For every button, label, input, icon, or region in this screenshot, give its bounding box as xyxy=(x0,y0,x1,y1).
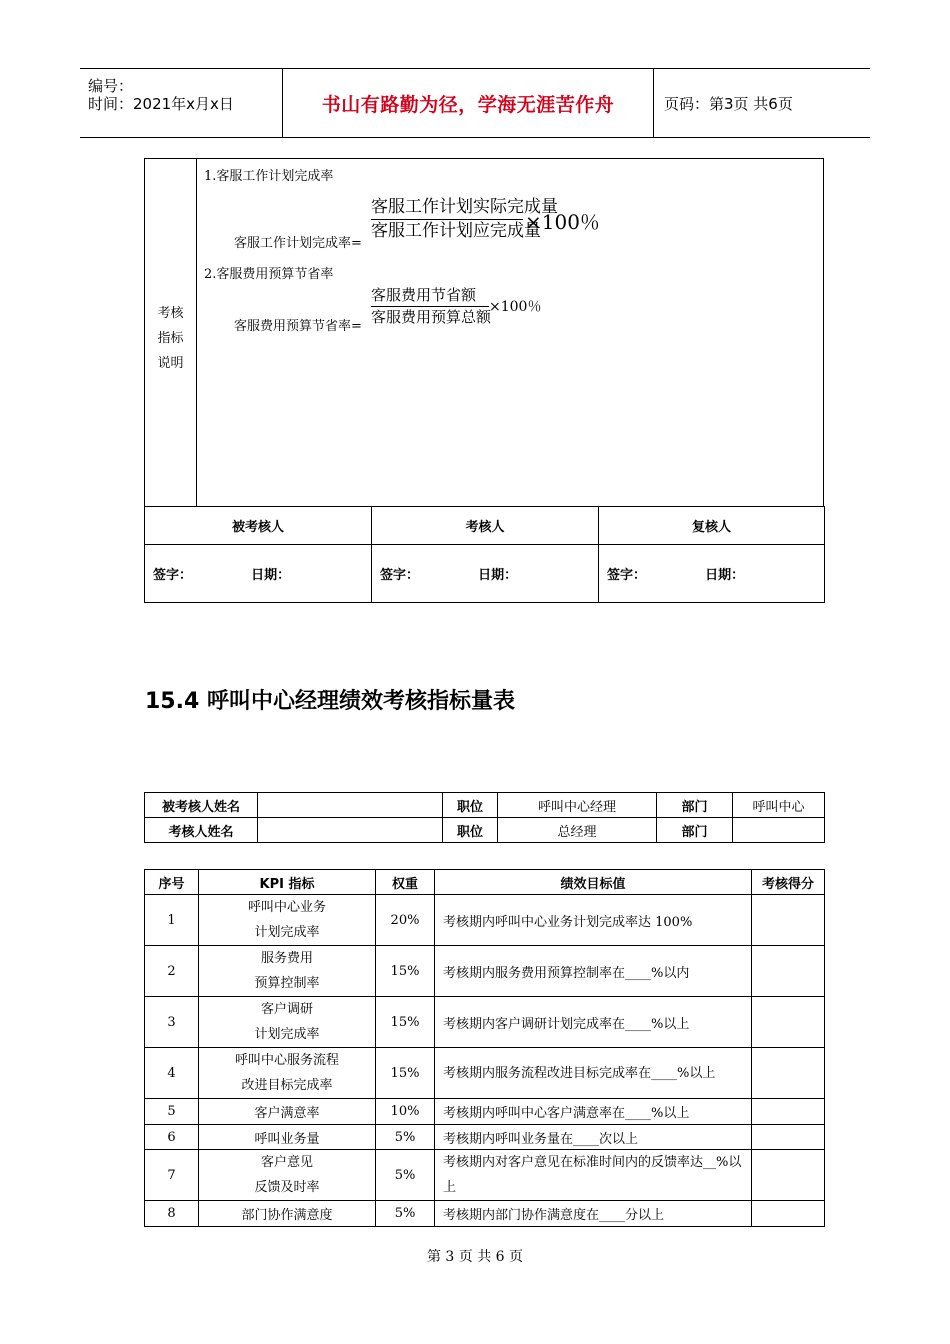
item2-numerator: 客服费用节省额 xyxy=(371,286,477,304)
row-score[interactable] xyxy=(752,1150,825,1201)
kpi-line: 客户调研 xyxy=(260,1002,313,1017)
motto: 书山有路勤为径，学海无涯苦作舟 xyxy=(321,93,615,116)
row-no: 3 xyxy=(145,997,199,1048)
header-kpi: KPI 指标 xyxy=(199,870,376,895)
table-row xyxy=(145,946,825,997)
row-score[interactable] xyxy=(752,895,825,946)
role-assessor: 考核人 xyxy=(372,507,599,545)
assessor-name-value[interactable] xyxy=(258,818,443,843)
dept-value[interactable] xyxy=(733,818,825,843)
row-weight: 15% xyxy=(376,997,435,1048)
kpi-line: 呼叫中心业务 xyxy=(247,900,326,915)
row-kpi xyxy=(199,1125,376,1150)
row-target: 考核期内呼叫中心客户满意率在____%以上 xyxy=(435,1099,752,1125)
row-score[interactable] xyxy=(752,1099,825,1125)
dept-label: 部门 xyxy=(657,818,733,843)
header-score: 考核得分 xyxy=(752,870,825,895)
row-score[interactable] xyxy=(752,1201,825,1227)
row-kpi xyxy=(199,997,376,1048)
code-label: 编号： xyxy=(88,77,134,95)
side-label-line: 考核 xyxy=(157,306,184,321)
row-weight: 10% xyxy=(376,1099,435,1125)
item2-multiplier: ×100％ xyxy=(489,299,542,315)
row-no: 1 xyxy=(145,895,199,946)
role-assessee: 被考核人 xyxy=(145,507,372,545)
row-target: 考核期内对客户意见在标准时间内的反馈率达__%以上 xyxy=(435,1150,752,1201)
header-meta xyxy=(80,69,283,137)
row-target: 考核期内呼叫中心业务计划完成率达 100% xyxy=(435,895,752,946)
row-target: 考核期内服务费用预算控制率在____%以内 xyxy=(435,946,752,997)
header-target: 绩效目标值 xyxy=(435,870,752,895)
kpi-line: 改进目标完成率 xyxy=(241,1078,333,1093)
role-reviewer: 复核人 xyxy=(599,507,825,545)
kpi-line: 部门协作满意度 xyxy=(241,1208,333,1223)
row-target: 考核期内呼叫业务量在____次以上 xyxy=(435,1125,752,1150)
assessee-name-value[interactable] xyxy=(258,793,443,818)
row-weight: 5% xyxy=(376,1125,435,1150)
item2-lhs: 客服费用预算节省率= xyxy=(234,319,362,334)
row-score[interactable] xyxy=(752,1125,825,1150)
row-no: 4 xyxy=(145,1048,199,1099)
dept-label: 部门 xyxy=(657,793,733,818)
row-target: 考核期内服务流程改进目标完成率在____%以上 xyxy=(435,1048,752,1099)
signoff-cell[interactable] xyxy=(372,545,599,603)
row-score[interactable] xyxy=(752,946,825,997)
header-weight: 权重 xyxy=(376,870,435,895)
signoff-table xyxy=(144,506,825,603)
item1-numerator: 客服工作计划实际完成量 xyxy=(371,197,558,217)
page-footer: 第 3 页 共 6 页 xyxy=(426,1249,524,1265)
row-weight: 20% xyxy=(376,895,435,946)
sign-label: 签字： xyxy=(380,568,420,583)
row-no: 2 xyxy=(145,946,199,997)
item1-title: 1.客服工作计划完成率 xyxy=(204,169,334,184)
row-weight: 5% xyxy=(376,1150,435,1201)
row-score[interactable] xyxy=(752,997,825,1048)
sign-label: 签字： xyxy=(153,568,193,583)
table-row xyxy=(145,1099,825,1125)
position-label: 职位 xyxy=(443,818,498,843)
position-value: 呼叫中心经理 xyxy=(498,793,657,818)
kpi-line: 呼叫业务量 xyxy=(254,1131,320,1147)
row-no: 8 xyxy=(145,1201,199,1227)
kpi-line: 反馈及时率 xyxy=(254,1180,320,1195)
header-motto-cell xyxy=(283,69,654,137)
kpi-line: 客户满意率 xyxy=(254,1106,320,1121)
kpi-line: 计划完成率 xyxy=(254,925,320,940)
header-page-cell xyxy=(654,69,870,137)
table-row xyxy=(145,895,825,946)
item1-denominator: 客服工作计划应完成量 xyxy=(371,221,541,241)
row-score[interactable] xyxy=(752,1048,825,1099)
item1-lhs: 客服工作计划完成率= xyxy=(234,236,362,251)
row-kpi xyxy=(199,1099,376,1125)
row-kpi xyxy=(199,1048,376,1099)
kpi-line: 预算控制率 xyxy=(254,976,320,991)
row-kpi xyxy=(199,1150,376,1201)
sign-label: 签字： xyxy=(607,568,647,583)
info-table xyxy=(144,792,825,843)
section-title: 15.4 呼叫中心经理绩效考核指标量表 xyxy=(145,689,515,714)
kpi-line: 计划完成率 xyxy=(254,1027,320,1042)
row-kpi xyxy=(199,1201,376,1227)
assessor-name-label: 考核人姓名 xyxy=(145,818,258,843)
row-weight: 15% xyxy=(376,946,435,997)
row-no: 6 xyxy=(145,1125,199,1150)
row-weight: 15% xyxy=(376,1048,435,1099)
table-row xyxy=(145,1150,825,1201)
dept-value: 呼叫中心 xyxy=(733,793,825,818)
item2-title: 2.客服费用预算节省率 xyxy=(204,267,334,282)
date-label: 日期： xyxy=(705,568,745,583)
signoff-cell[interactable] xyxy=(599,545,825,603)
table-row xyxy=(145,1201,825,1227)
assessee-name-label: 被考核人姓名 xyxy=(145,793,258,818)
item2-denominator: 客服费用预算总额 xyxy=(371,308,492,326)
page-label: 页码：第3页 共6页 xyxy=(664,94,793,113)
side-label-line: 说明 xyxy=(157,356,184,371)
row-weight: 5% xyxy=(376,1201,435,1227)
row-kpi xyxy=(199,946,376,997)
side-label-line: 指标 xyxy=(157,331,184,346)
indicator-block xyxy=(144,158,824,507)
table-row xyxy=(145,1048,825,1099)
date-label: 日期： xyxy=(478,568,518,583)
indicator-side-label xyxy=(145,159,197,506)
date-label: 日期： xyxy=(251,568,291,583)
kpi-line: 呼叫中心服务流程 xyxy=(234,1053,339,1068)
position-value: 总经理 xyxy=(498,818,657,843)
signoff-cell[interactable] xyxy=(145,545,372,603)
row-target: 考核期内客户调研计划完成率在____%以上 xyxy=(435,997,752,1048)
item2-fraction xyxy=(371,285,492,328)
table-row xyxy=(145,997,825,1048)
item1-fraction xyxy=(371,195,558,244)
kpi-table xyxy=(144,869,825,1227)
header-no: 序号 xyxy=(145,870,199,895)
kpi-line: 客户意见 xyxy=(260,1155,313,1170)
table-row xyxy=(145,1125,825,1150)
position-label: 职位 xyxy=(443,793,498,818)
row-no: 5 xyxy=(145,1099,199,1125)
item1-multiplier: ×100％ xyxy=(525,210,600,234)
row-no: 7 xyxy=(145,1150,199,1201)
row-target: 考核期内部门协作满意度在____分以上 xyxy=(435,1201,752,1227)
row-kpi xyxy=(199,895,376,946)
page-header xyxy=(80,68,870,138)
time-label: 时间：2021年x月x日 xyxy=(88,95,234,113)
kpi-line: 服务费用 xyxy=(260,951,313,966)
